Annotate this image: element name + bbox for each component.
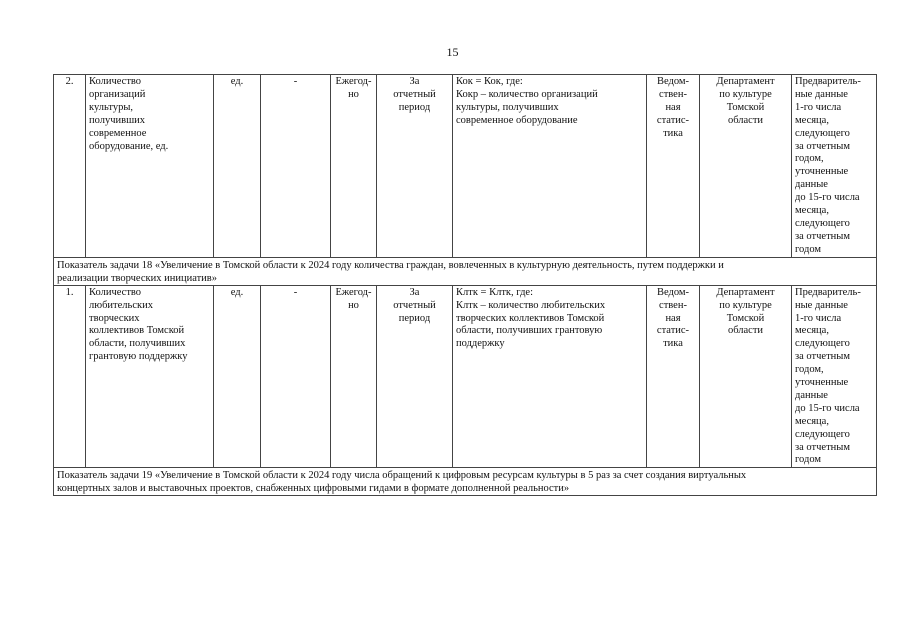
calculation-formula	[453, 285, 647, 468]
text-line: статис-	[656, 114, 690, 126]
text-line: годом,	[795, 364, 824, 376]
text-line: грантовую поддержку	[89, 351, 188, 363]
table-row	[54, 285, 877, 468]
responsible-body	[700, 75, 792, 258]
text-line: отчетный	[393, 88, 436, 100]
text-line: период	[398, 312, 431, 324]
text-line: Кокр – количество организаций	[456, 88, 598, 100]
text-line: годом,	[795, 153, 824, 165]
text-line: но	[348, 299, 359, 311]
data-source	[647, 75, 700, 258]
text-line: Ежегод-	[335, 76, 372, 87]
text-line: за отчетным	[795, 140, 850, 152]
text-line: до 15-го числа	[795, 402, 860, 414]
text-line: 1-го числа	[795, 312, 842, 324]
unit-of-measure: ед.	[214, 75, 261, 258]
text-line: организаций	[89, 88, 146, 100]
text-line: ная	[665, 101, 681, 113]
text-line: Клтк = Клтк, где:	[456, 286, 533, 298]
reporting-period	[377, 285, 453, 468]
text-line: концертных залов и выставочных проектов, снабженных цифровыми гидами в формате дополненной реальности»	[57, 483, 570, 495]
indicator-name	[86, 285, 214, 468]
indicators-table	[53, 74, 877, 496]
text-line: современное оборудование	[456, 114, 578, 126]
text-line: за отчетным	[795, 230, 850, 242]
text-line: тика	[663, 338, 683, 350]
text-line: Показатель задачи 19 «Увеличение в Томской области к 2024 году числа обращений к цифровым ресурсам культуры в 5 раз за счет создания виртуальных	[57, 470, 747, 482]
task-header-text	[54, 468, 877, 496]
text-line: За	[409, 286, 420, 298]
text-line: по культуре	[719, 88, 772, 100]
text-line: за отчетным	[795, 351, 850, 363]
text-line: поддержку	[456, 338, 505, 350]
text-line: до 15-го числа	[795, 192, 860, 204]
text-line: Кок = Кок, где:	[456, 76, 523, 87]
responsible-body	[700, 285, 792, 468]
task-header-row	[54, 257, 877, 285]
text-line: Показатель задачи 18 «Увеличение в Томской области к 2024 году количества граждан, вовлеченных в культурную деятельность, путем поддержки и	[57, 259, 724, 271]
text-line: Томской	[726, 312, 765, 324]
text-line: Ведом-	[656, 76, 690, 87]
dash-cell: -	[261, 285, 331, 468]
row-number: 2.	[54, 75, 86, 258]
text-line: области, получивших	[89, 338, 186, 350]
text-line: Департамент	[716, 76, 775, 87]
text-line: Томской	[726, 101, 765, 113]
text-line: ная	[665, 312, 681, 324]
periodicity	[331, 75, 377, 258]
task-header-text	[54, 257, 877, 285]
data-deadline	[792, 285, 877, 468]
text-line: современное	[89, 127, 147, 139]
text-line: Предваритель-	[795, 76, 861, 87]
text-line: области	[727, 114, 764, 126]
calculation-formula	[453, 75, 647, 258]
text-line: ствен-	[659, 88, 687, 100]
reporting-period	[377, 75, 453, 258]
text-line: творческих	[89, 312, 140, 324]
text-line: месяца,	[795, 114, 829, 126]
text-line: годом	[795, 243, 822, 255]
text-line: по культуре	[719, 299, 772, 311]
text-line: уточненные	[795, 377, 849, 389]
dash-cell: -	[261, 75, 331, 258]
text-line: период	[398, 101, 431, 113]
text-line: годом	[795, 454, 822, 466]
text-line: ствен-	[659, 299, 687, 311]
text-line: получивших	[89, 114, 146, 126]
text-line: области	[727, 325, 764, 337]
text-line: Количество	[89, 286, 142, 298]
text-line: за отчетным	[795, 441, 850, 453]
data-source	[647, 285, 700, 468]
text-line: статис-	[656, 325, 690, 337]
data-deadline	[792, 75, 877, 258]
text-line: любительских	[89, 299, 153, 311]
text-line: Количество	[89, 76, 142, 87]
text-line: ные данные	[795, 299, 848, 311]
text-line: оборудование, ед.	[89, 140, 169, 152]
text-line: культуры,	[89, 101, 133, 113]
text-line: коллективов Томской	[89, 325, 185, 337]
text-line: Клтк – количество любительских	[456, 299, 606, 311]
text-line: реализации творческих инициатив»	[57, 272, 218, 284]
indicator-name	[86, 75, 214, 258]
text-line: ные данные	[795, 88, 848, 100]
text-line: культуры, получивших	[456, 101, 559, 113]
text-line: Предваритель-	[795, 286, 861, 298]
text-line: следующего	[795, 428, 850, 440]
page-number: 15	[446, 45, 459, 59]
table-row	[54, 75, 877, 258]
text-line: Ведом-	[656, 286, 690, 298]
text-line: месяца,	[795, 325, 829, 337]
text-line: Департамент	[716, 286, 775, 298]
text-line: области, получивших грантовую	[456, 325, 603, 337]
text-line: следующего	[795, 338, 850, 350]
text-line: но	[348, 88, 359, 100]
text-line: данные	[795, 389, 828, 401]
unit-of-measure: ед.	[214, 285, 261, 468]
text-line: За	[409, 76, 420, 87]
text-line: следующего	[795, 217, 850, 229]
text-line: месяца,	[795, 205, 829, 217]
text-line: следующего	[795, 127, 850, 139]
text-line: месяца,	[795, 415, 829, 427]
text-line: 1-го числа	[795, 101, 842, 113]
text-line: данные	[795, 179, 828, 191]
text-line: тика	[663, 127, 683, 139]
text-line: отчетный	[393, 299, 436, 311]
task-header-row	[54, 468, 877, 496]
text-line: Ежегод-	[335, 286, 372, 298]
periodicity	[331, 285, 377, 468]
row-number: 1.	[54, 285, 86, 468]
table-body	[54, 75, 877, 496]
text-line: уточненные	[795, 166, 849, 178]
text-line: творческих коллективов Томской	[456, 312, 605, 324]
